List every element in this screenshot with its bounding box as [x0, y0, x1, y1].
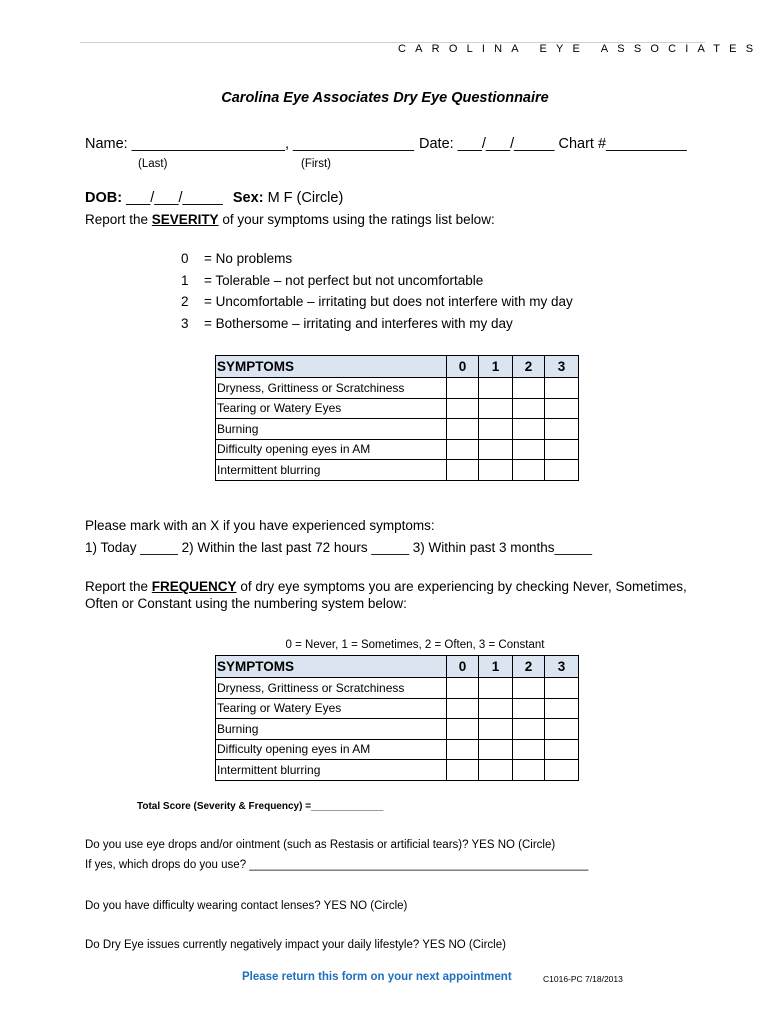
total-score-field[interactable]: Total Score (Severity & Frequency) =_____________: [137, 801, 384, 812]
frequency-header-c0: 0: [447, 656, 479, 678]
return-form-note: Please return this form on your next appointment: [242, 971, 512, 983]
frequency-rating-cell-1[interactable]: [479, 698, 513, 719]
frequency-rating-cell-0[interactable]: [447, 678, 479, 699]
severity-rating-cell-2[interactable]: [513, 439, 545, 460]
frequency-keyword: FREQUENCY: [151, 579, 237, 594]
frequency-rating-cell-1[interactable]: [479, 719, 513, 740]
org-name: CAROLINA EYE ASSOCIATES: [398, 43, 763, 55]
frequency-rating-cell-1[interactable]: [479, 739, 513, 760]
last-name-hint: (Last): [138, 158, 168, 170]
frequency-rating-cell-1[interactable]: [479, 678, 513, 699]
severity-scale-description: = Tolerable – not perfect but not uncomfortable: [204, 273, 484, 288]
frequency-rating-cell-1[interactable]: [479, 760, 513, 781]
table-row: [216, 378, 579, 399]
experienced-options[interactable]: 1) Today _____ 2) Within the last past 72 hours _____ 3) Within past 3 months_____: [85, 540, 593, 555]
severity-header-c2: 2: [513, 356, 545, 378]
severity-symptom-label: Burning: [216, 419, 447, 440]
table-row: [216, 760, 579, 781]
severity-rating-cell-2[interactable]: [513, 398, 545, 419]
frequency-rating-cell-2[interactable]: [513, 760, 545, 781]
severity-scale-number: 3: [181, 316, 189, 331]
frequency-header-c2: 2: [513, 656, 545, 678]
frequency-rating-cell-3[interactable]: [545, 719, 579, 740]
severity-rating-cell-0[interactable]: [447, 419, 479, 440]
severity-header-c3: 3: [545, 356, 579, 378]
severity-intro-text: Report the: [85, 212, 152, 227]
frequency-symptom-label: Difficulty opening eyes in AM: [216, 739, 447, 760]
table-row: [216, 719, 579, 740]
form-code: C1016-PC 7/18/2013: [543, 974, 623, 984]
severity-rating-cell-3[interactable]: [545, 439, 579, 460]
frequency-header-c3: 3: [545, 656, 579, 678]
sex-options[interactable]: M F (Circle): [267, 190, 344, 206]
name-field[interactable]: Name: ___________________, _______________: [85, 136, 414, 152]
frequency-rating-cell-2[interactable]: [513, 739, 545, 760]
frequency-table: [215, 655, 579, 781]
severity-rating-cell-1[interactable]: [479, 439, 513, 460]
table-row: [216, 439, 579, 460]
severity-header-symptoms: SYMPTOMS: [216, 356, 447, 378]
severity-scale-number: 1: [181, 273, 189, 288]
severity-scale-number: 2: [181, 294, 189, 309]
severity-rating-cell-0[interactable]: [447, 460, 479, 481]
frequency-rating-cell-2[interactable]: [513, 719, 545, 740]
severity-symptom-label: Tearing or Watery Eyes: [216, 398, 447, 419]
frequency-rating-cell-0[interactable]: [447, 739, 479, 760]
frequency-rating-cell-0[interactable]: [447, 698, 479, 719]
severity-rating-cell-0[interactable]: [447, 398, 479, 419]
severity-rating-cell-3[interactable]: [545, 398, 579, 419]
severity-rating-cell-1[interactable]: [479, 398, 513, 419]
dob-sex-line: [85, 190, 343, 206]
severity-rating-cell-2[interactable]: [513, 460, 545, 481]
table-row: [216, 398, 579, 419]
frequency-header-c1: 1: [479, 656, 513, 678]
frequency-rating-cell-3[interactable]: [545, 739, 579, 760]
frequency-rating-cell-3[interactable]: [545, 698, 579, 719]
severity-rating-cell-3[interactable]: [545, 378, 579, 399]
severity-intro-text-end: of your symptoms using the ratings list below:: [218, 212, 495, 227]
severity-intro: [85, 212, 495, 227]
table-row: [216, 460, 579, 481]
question-lifestyle[interactable]: Do Dry Eye issues currently negatively impact your daily lifestyle? YES NO (Circle): [85, 939, 506, 951]
question-which-drops[interactable]: If yes, which drops do you use? _____________________________________________________: [85, 859, 589, 871]
table-row: [216, 739, 579, 760]
frequency-symptom-label: Tearing or Watery Eyes: [216, 698, 447, 719]
severity-rating-cell-1[interactable]: [479, 460, 513, 481]
severity-scale-number: 0: [181, 251, 189, 266]
table-row: [216, 419, 579, 440]
severity-keyword: SEVERITY: [151, 212, 219, 227]
severity-rating-cell-1[interactable]: [479, 419, 513, 440]
frequency-header-symptoms: SYMPTOMS: [216, 656, 447, 678]
severity-rating-cell-2[interactable]: [513, 378, 545, 399]
experienced-prompt: Please mark with an X if you have experienced symptoms:: [85, 518, 435, 533]
severity-table: [215, 355, 579, 481]
severity-rating-cell-3[interactable]: [545, 419, 579, 440]
frequency-rating-cell-2[interactable]: [513, 678, 545, 699]
question-eye-drops[interactable]: Do you use eye drops and/or ointment (such as Restasis or artificial tears)? YES NO (Circle): [85, 839, 556, 851]
frequency-intro-text-end: of dry eye symptoms you are experiencing by checking Never, Sometimes,: [236, 579, 687, 594]
severity-header-c0: 0: [447, 356, 479, 378]
dob-field[interactable]: ___/___/_____: [126, 190, 223, 206]
severity-symptom-label: Intermittent blurring: [216, 460, 447, 481]
severity-rating-cell-0[interactable]: [447, 378, 479, 399]
frequency-symptom-label: Burning: [216, 719, 447, 740]
frequency-symptom-label: Dryness, Grittiness or Scratchiness: [216, 678, 447, 699]
frequency-intro-line2: Often or Constant using the numbering system below:: [85, 596, 407, 611]
severity-symptom-label: Dryness, Grittiness or Scratchiness: [216, 378, 447, 399]
form-title: Carolina Eye Associates Dry Eye Questionnaire: [221, 90, 549, 106]
date-chart-field[interactable]: Date: ___/___/_____ Chart #__________: [419, 136, 687, 152]
frequency-intro-text: Report the: [85, 579, 152, 594]
severity-rating-cell-3[interactable]: [545, 460, 579, 481]
frequency-rating-cell-3[interactable]: [545, 678, 579, 699]
frequency-rating-cell-0[interactable]: [447, 719, 479, 740]
table-row: [216, 698, 579, 719]
severity-header-c1: 1: [479, 356, 513, 378]
question-contact-lenses[interactable]: Do you have difficulty wearing contact lenses? YES NO (Circle): [85, 900, 408, 912]
frequency-rating-cell-3[interactable]: [545, 760, 579, 781]
frequency-symptom-label: Intermittent blurring: [216, 760, 447, 781]
severity-rating-cell-2[interactable]: [513, 419, 545, 440]
frequency-intro: [85, 579, 687, 594]
first-name-hint: (First): [301, 158, 332, 170]
frequency-rating-cell-2[interactable]: [513, 698, 545, 719]
severity-rating-cell-1[interactable]: [479, 378, 513, 399]
severity-scale-description: = No problems: [204, 251, 293, 266]
frequency-rating-cell-0[interactable]: [447, 760, 479, 781]
severity-scale-description: = Bothersome – irritating and interferes with my day: [204, 316, 513, 331]
frequency-legend: 0 = Never, 1 = Sometimes, 2 = Often, 3 = Constant: [285, 639, 545, 651]
dob-label: DOB:: [85, 190, 123, 206]
severity-rating-cell-0[interactable]: [447, 439, 479, 460]
table-row: [216, 678, 579, 699]
severity-scale-description: = Uncomfortable – irritating but does not interfere with my day: [204, 294, 573, 309]
severity-symptom-label: Difficulty opening eyes in AM: [216, 439, 447, 460]
sex-label: Sex:: [232, 190, 264, 206]
